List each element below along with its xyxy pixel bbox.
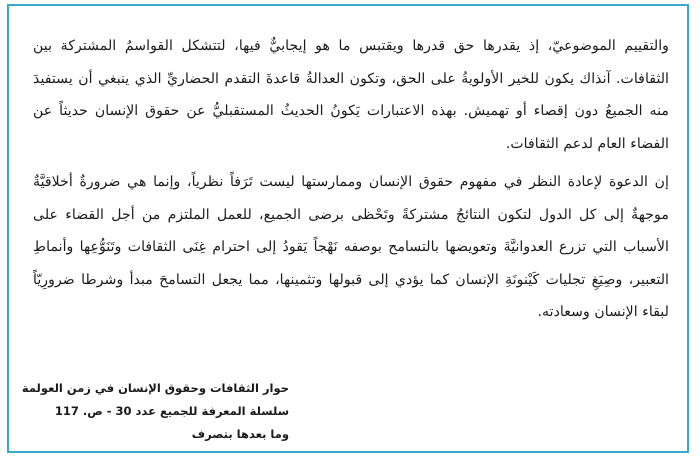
source-citation <box>21 377 289 446</box>
source-note: وما بعدها بتصرف <box>191 427 289 441</box>
source-series: سلسلة المعرفة للجميع عدد 30 - ص. 117 <box>54 404 289 418</box>
article-text <box>33 30 669 329</box>
paragraph-2: إن الدعوة لإعادة النظر في مفهوم حقوق الإنسان وممارستها ليست تَرَفاً نظرياً، وإنما هي ضرورةٌ أخلاقيَّةٌ موجهةٌ إلى كل الدول لتكون النتائجُ مشتركةً وتَحْظى برضى الجميع، للعمل الملتزم من أجل القضاء على الأسباب التي تزرع العدوانيَّةَ وتعويضها بالتسامح بوصفه نَهْجاً يَقودُ إلى احترام غِنَى الثقافات وتَنَوُّعِها وأنماطِ التعبير، وصِيَغِ تجليات كَيْنونَةِ الإنسان كما يؤدي إلى قبولها وتثمينها، مما يجعل التسامحَ مبدأ وشرطا ضرورِيّاً لبقاء الإنسان وسعادته. <box>33 174 669 320</box>
paragraph-1: والتقييم الموضوعيّ، إذ يقدرها حق قدرها ويقتبس ما هو إيجابيٌّ فيها، لتتشكل القواسمُ المشتركة بين الثقافات. آنذاك يكون للخير الأولويةُ على الحق، وتكون العدالةُ قاعدةَ التقدم الحضاريِّ الذي ينبغي أن يستفيدَ منه الجميعُ دون إقصاء أو تهميش. بهذه الاعتبارات يَكونُ الحديثُ المستقبليُّ عن حقوق الإنسان حديثاً عن الفضاء العام لدعم الثقافات. <box>33 38 670 152</box>
document-frame <box>7 4 689 453</box>
source-title: حوار الثقافات وحقوق الإنسان في زمن العولمة <box>21 381 289 395</box>
